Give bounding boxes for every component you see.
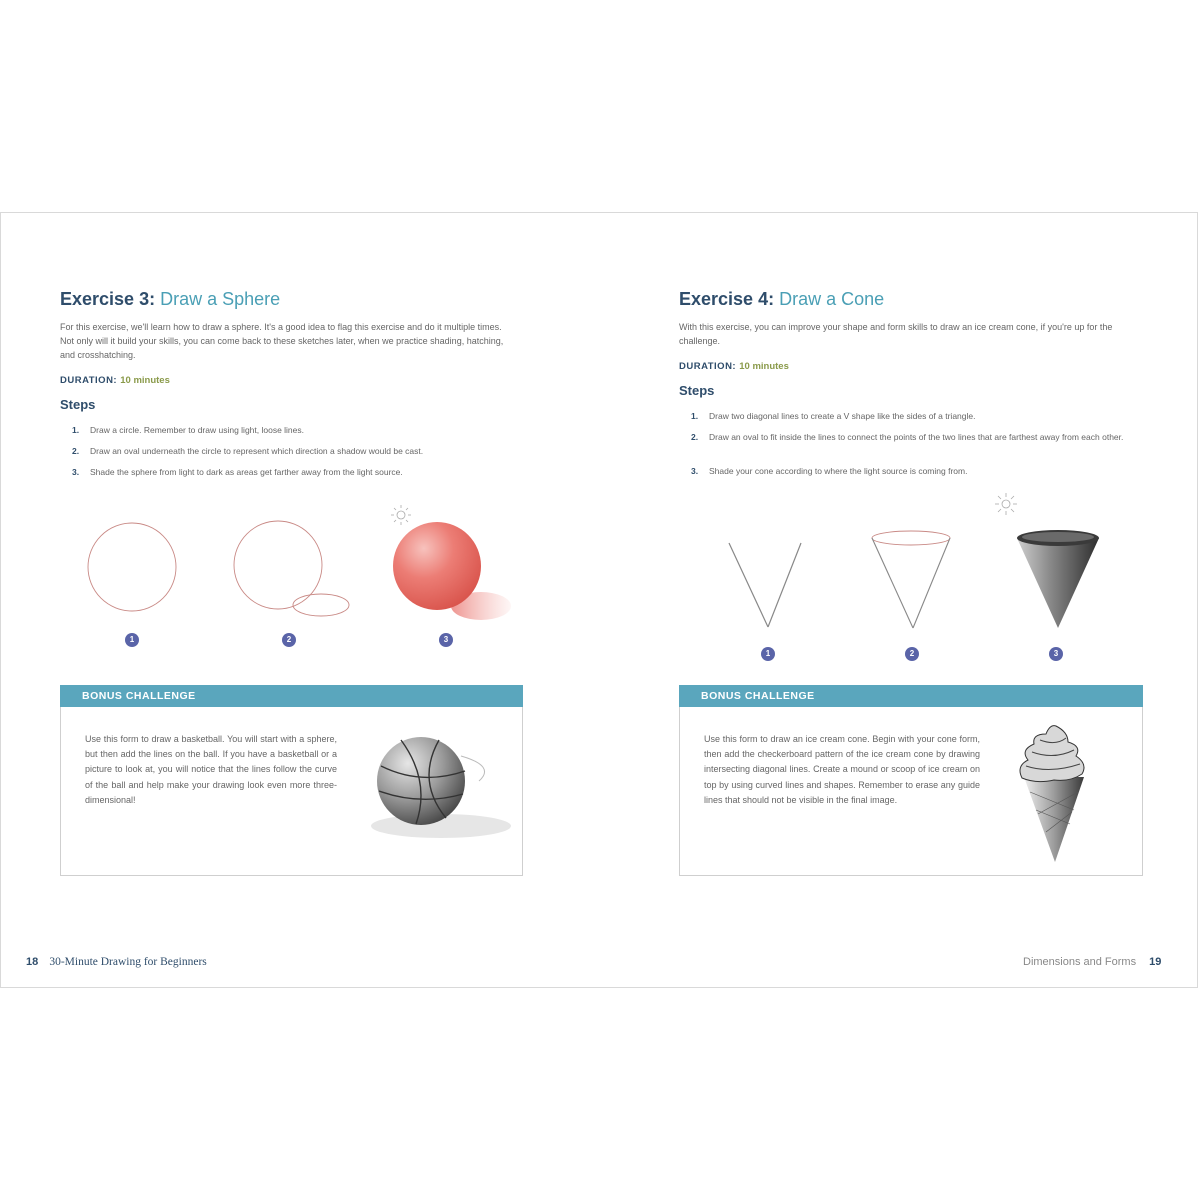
exercise-name: Draw a Sphere (160, 289, 281, 309)
exercise-name: Draw a Cone (779, 289, 885, 309)
v-shape-sketch (721, 533, 801, 633)
step-badge-2: 2 (282, 633, 296, 647)
step-badge-1: 1 (125, 633, 139, 647)
bonus-challenge-heading: BONUS CHALLENGE (60, 685, 523, 707)
duration (679, 361, 789, 372)
shaded-cone-illustration (1011, 523, 1101, 633)
page-number: 18 (26, 956, 39, 968)
step-badge-3: 3 (1049, 647, 1063, 661)
step-item (72, 466, 512, 480)
right-page (601, 213, 1199, 989)
sun-icon (389, 503, 413, 527)
steps-heading: Steps (60, 397, 96, 412)
step-text: Draw two diagonal lines to create a V shape like the sides of a triangle. (709, 411, 976, 421)
ice-cream-cone-illustration (1010, 722, 1090, 867)
step-badge-3: 3 (439, 633, 453, 647)
step-item (691, 431, 1131, 459)
step-badge-2: 2 (905, 647, 919, 661)
duration-label: DURATION: (60, 375, 118, 386)
step-text: Draw a circle. Remember to draw using light, loose lines. (90, 425, 305, 435)
duration-value: 10 minutes (120, 375, 170, 386)
step-text: Shade the sphere from light to dark as areas get farther away from the light source. (90, 467, 403, 477)
step-number: 3. (691, 466, 699, 476)
bonus-challenge-box (679, 685, 1143, 876)
sun-icon (993, 491, 1019, 517)
book-spread (0, 212, 1198, 988)
step-number: 1. (691, 411, 699, 421)
exercise-intro: With this exercise, you can improve your shape and form skills to draw an ice cream cone, if you're up for the challenge. (679, 322, 1113, 346)
bonus-challenge-text: Use this form to draw a basketball. You will start with a sphere, but then add the lines on the ball. If you have a basketball or a picture to look at, you will notice that the lines follow the curve of the ball and help make your drawing look even more three-dimensional! (85, 734, 337, 805)
left-page (1, 213, 601, 989)
step-item (691, 410, 1131, 424)
bonus-challenge-text: Use this form to draw an ice cream cone. Begin with your cone form, then add the checkerboard pattern of the ice cream cone by drawing intersecting diagonal lines. Create a mound or scoop of ice cream on top by using curved lines and shapes. Remember to erase any guide lines that should not be visible in the final image. (704, 734, 980, 805)
duration-value: 10 minutes (739, 361, 789, 372)
bonus-challenge-box (60, 685, 523, 876)
exercise-3-title (60, 289, 280, 310)
circle-sketch (81, 513, 191, 623)
right-footer (1023, 956, 1161, 968)
bonus-challenge-heading: BONUS CHALLENGE (679, 685, 1143, 707)
book-title: 30-Minute Drawing for Beginners (49, 956, 207, 968)
left-footer (26, 956, 207, 968)
basketball-illustration (361, 726, 511, 846)
step-item (72, 424, 512, 438)
exercise-intro: For this exercise, we'll learn how to draw a sphere. It's a good idea to flag this exercise and do it multiple times. Not only will it build your skills, you can come back to these sketches later, when we practice shading, hatching, and crosshatching. (60, 322, 504, 360)
exercise-label: Exercise 3: (60, 289, 156, 309)
step-item (72, 445, 512, 459)
step-text: Shade your cone according to where the light source is coming from. (709, 466, 968, 476)
cone-outline-sketch (866, 523, 956, 633)
step-number: 1. (72, 425, 80, 435)
exercise-4-title (679, 289, 884, 310)
step-number: 3. (72, 467, 80, 477)
step-text: Draw an oval underneath the circle to represent which direction a shadow would be cast. (90, 446, 424, 456)
section-title: Dimensions and Forms (1023, 956, 1137, 968)
step-number: 2. (72, 446, 80, 456)
step-text: Draw an oval to fit inside the lines to connect the points of the two lines that are farthest away from each other. (709, 432, 1124, 442)
step-number: 2. (691, 432, 699, 442)
circle-with-shadow-oval-sketch (226, 513, 366, 633)
steps-heading: Steps (679, 383, 715, 398)
duration (60, 375, 170, 386)
step-item (691, 465, 1131, 479)
duration-label: DURATION: (679, 361, 737, 372)
step-badge-1: 1 (761, 647, 775, 661)
exercise-label: Exercise 4: (679, 289, 775, 309)
page-number: 19 (1149, 956, 1162, 968)
